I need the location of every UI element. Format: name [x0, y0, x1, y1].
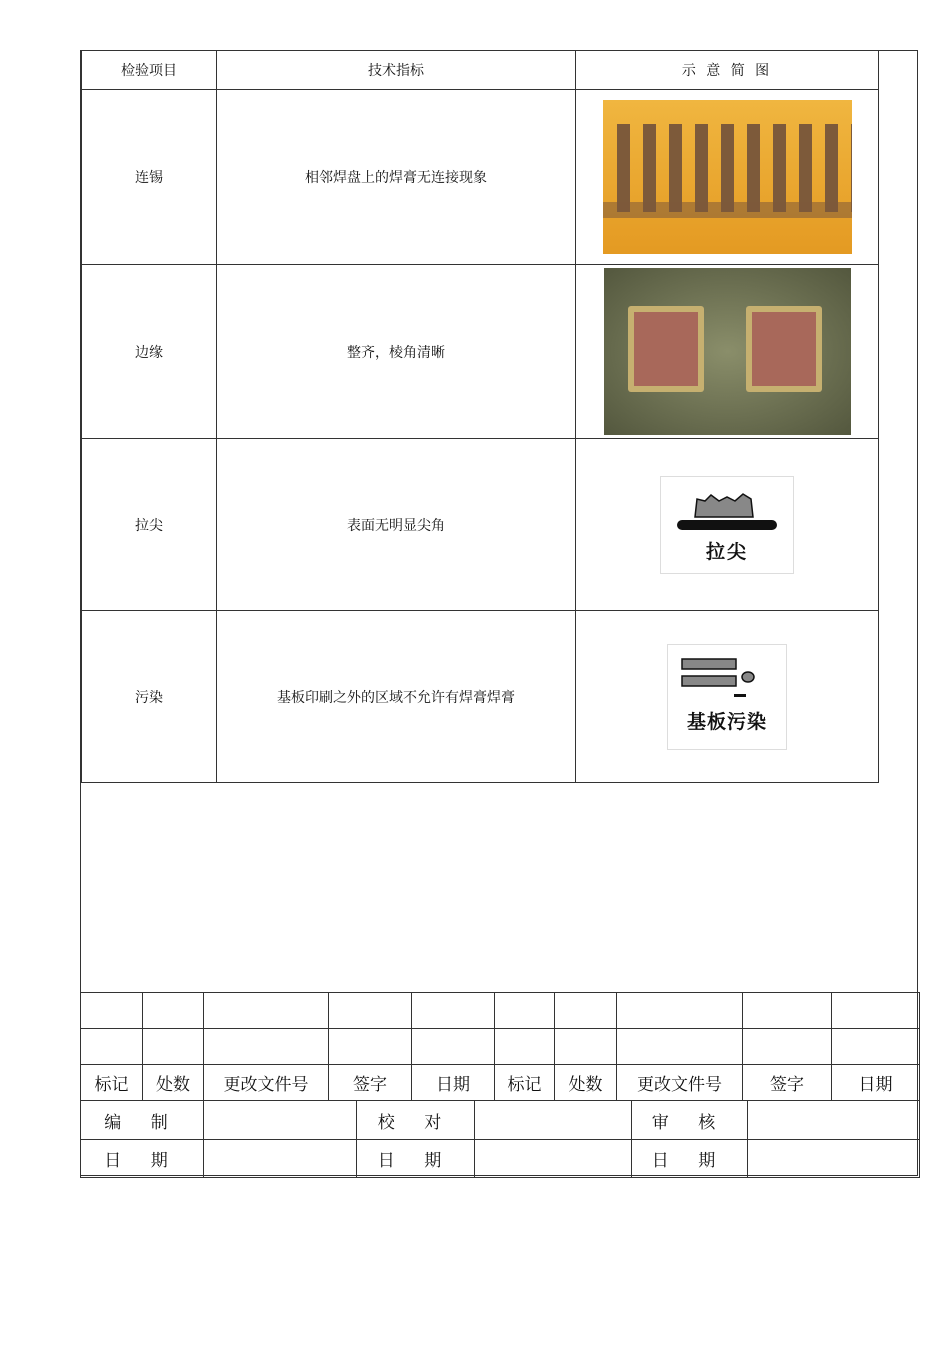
paste-bar — [643, 124, 656, 212]
proofread-by-label: 校 对 — [357, 1101, 475, 1140]
diagram-cell — [576, 90, 879, 265]
signoff-row — [81, 1101, 920, 1140]
reviewed-by-field[interactable] — [748, 1101, 920, 1140]
compiled-date-field[interactable] — [204, 1140, 357, 1178]
spec-cell: 基板印刷之外的区域不允许有焊膏焊膏 — [217, 611, 576, 783]
table-row — [82, 439, 879, 611]
compiled-by-label: 编 制 — [81, 1101, 204, 1140]
paste-bar — [669, 124, 682, 212]
paste-bar — [695, 124, 708, 212]
substrate-contamination-diagram — [667, 644, 787, 750]
proofread-date-field[interactable] — [475, 1140, 632, 1178]
rev-count-label: 处数 — [143, 1065, 204, 1101]
reviewed-date-field[interactable] — [748, 1140, 920, 1178]
item-cell: 连锡 — [82, 90, 217, 265]
paste-bar — [617, 124, 630, 212]
paste-edge-photo — [604, 268, 851, 435]
item-cell: 边缘 — [82, 265, 217, 439]
table-row — [82, 611, 879, 783]
revision-blank-row — [81, 1029, 920, 1065]
table-row — [82, 90, 879, 265]
inspection-table — [81, 50, 879, 783]
rev-sign-label: 签字 — [743, 1065, 832, 1101]
header-item: 检验项目 — [82, 51, 217, 90]
table-row — [82, 265, 879, 439]
rev-mark-label: 标记 — [81, 1065, 143, 1101]
compiled-date-label: 日 期 — [81, 1140, 204, 1178]
rev-mark-label: 标记 — [495, 1065, 555, 1101]
rev-sign-label: 签字 — [329, 1065, 412, 1101]
rev-date-label: 日期 — [412, 1065, 495, 1101]
paste-bar — [721, 124, 734, 212]
rev-docno-label: 更改文件号 — [617, 1065, 743, 1101]
proofread-date-label: 日 期 — [357, 1140, 475, 1178]
diagram-caption: 拉尖 — [705, 540, 748, 563]
inspection-header-row — [82, 51, 879, 90]
header-spec: 技术指标 — [217, 51, 576, 90]
reviewed-by-label: 审 核 — [632, 1101, 748, 1140]
paste-bar — [851, 124, 852, 212]
paste-bar — [799, 124, 812, 212]
compiled-by-field[interactable] — [204, 1101, 357, 1140]
spec-cell: 表面无明显尖角 — [217, 439, 576, 611]
diagram-cell — [576, 611, 879, 783]
solder-bridge-photo — [603, 100, 852, 254]
spec-cell: 相邻焊盘上的焊膏无连接现象 — [217, 90, 576, 265]
item-cell: 拉尖 — [82, 439, 217, 611]
rev-date-label: 日期 — [832, 1065, 920, 1101]
signoff-table — [80, 1100, 920, 1178]
proofread-by-field[interactable] — [475, 1101, 632, 1140]
item-cell: 污染 — [82, 611, 217, 783]
diagram-cell — [576, 439, 879, 611]
rev-docno-label: 更改文件号 — [204, 1065, 329, 1101]
spec-cell: 整齐，棱角清晰 — [217, 265, 576, 439]
paste-bar — [773, 124, 786, 212]
revision-blank-row — [81, 993, 920, 1029]
paste-bar — [747, 124, 760, 212]
diagram-cell — [576, 265, 879, 439]
paste-bar — [825, 124, 838, 212]
diagram-caption: 基板污染 — [686, 710, 767, 733]
rev-count-label: 处数 — [555, 1065, 617, 1101]
header-diagram: 示 意 简 图 — [576, 51, 879, 90]
revision-table — [80, 992, 920, 1101]
signoff-date-row — [81, 1140, 920, 1178]
revision-header-row — [81, 1065, 920, 1101]
paste-peak-diagram — [660, 476, 794, 574]
reviewed-date-label: 日 期 — [632, 1140, 748, 1178]
